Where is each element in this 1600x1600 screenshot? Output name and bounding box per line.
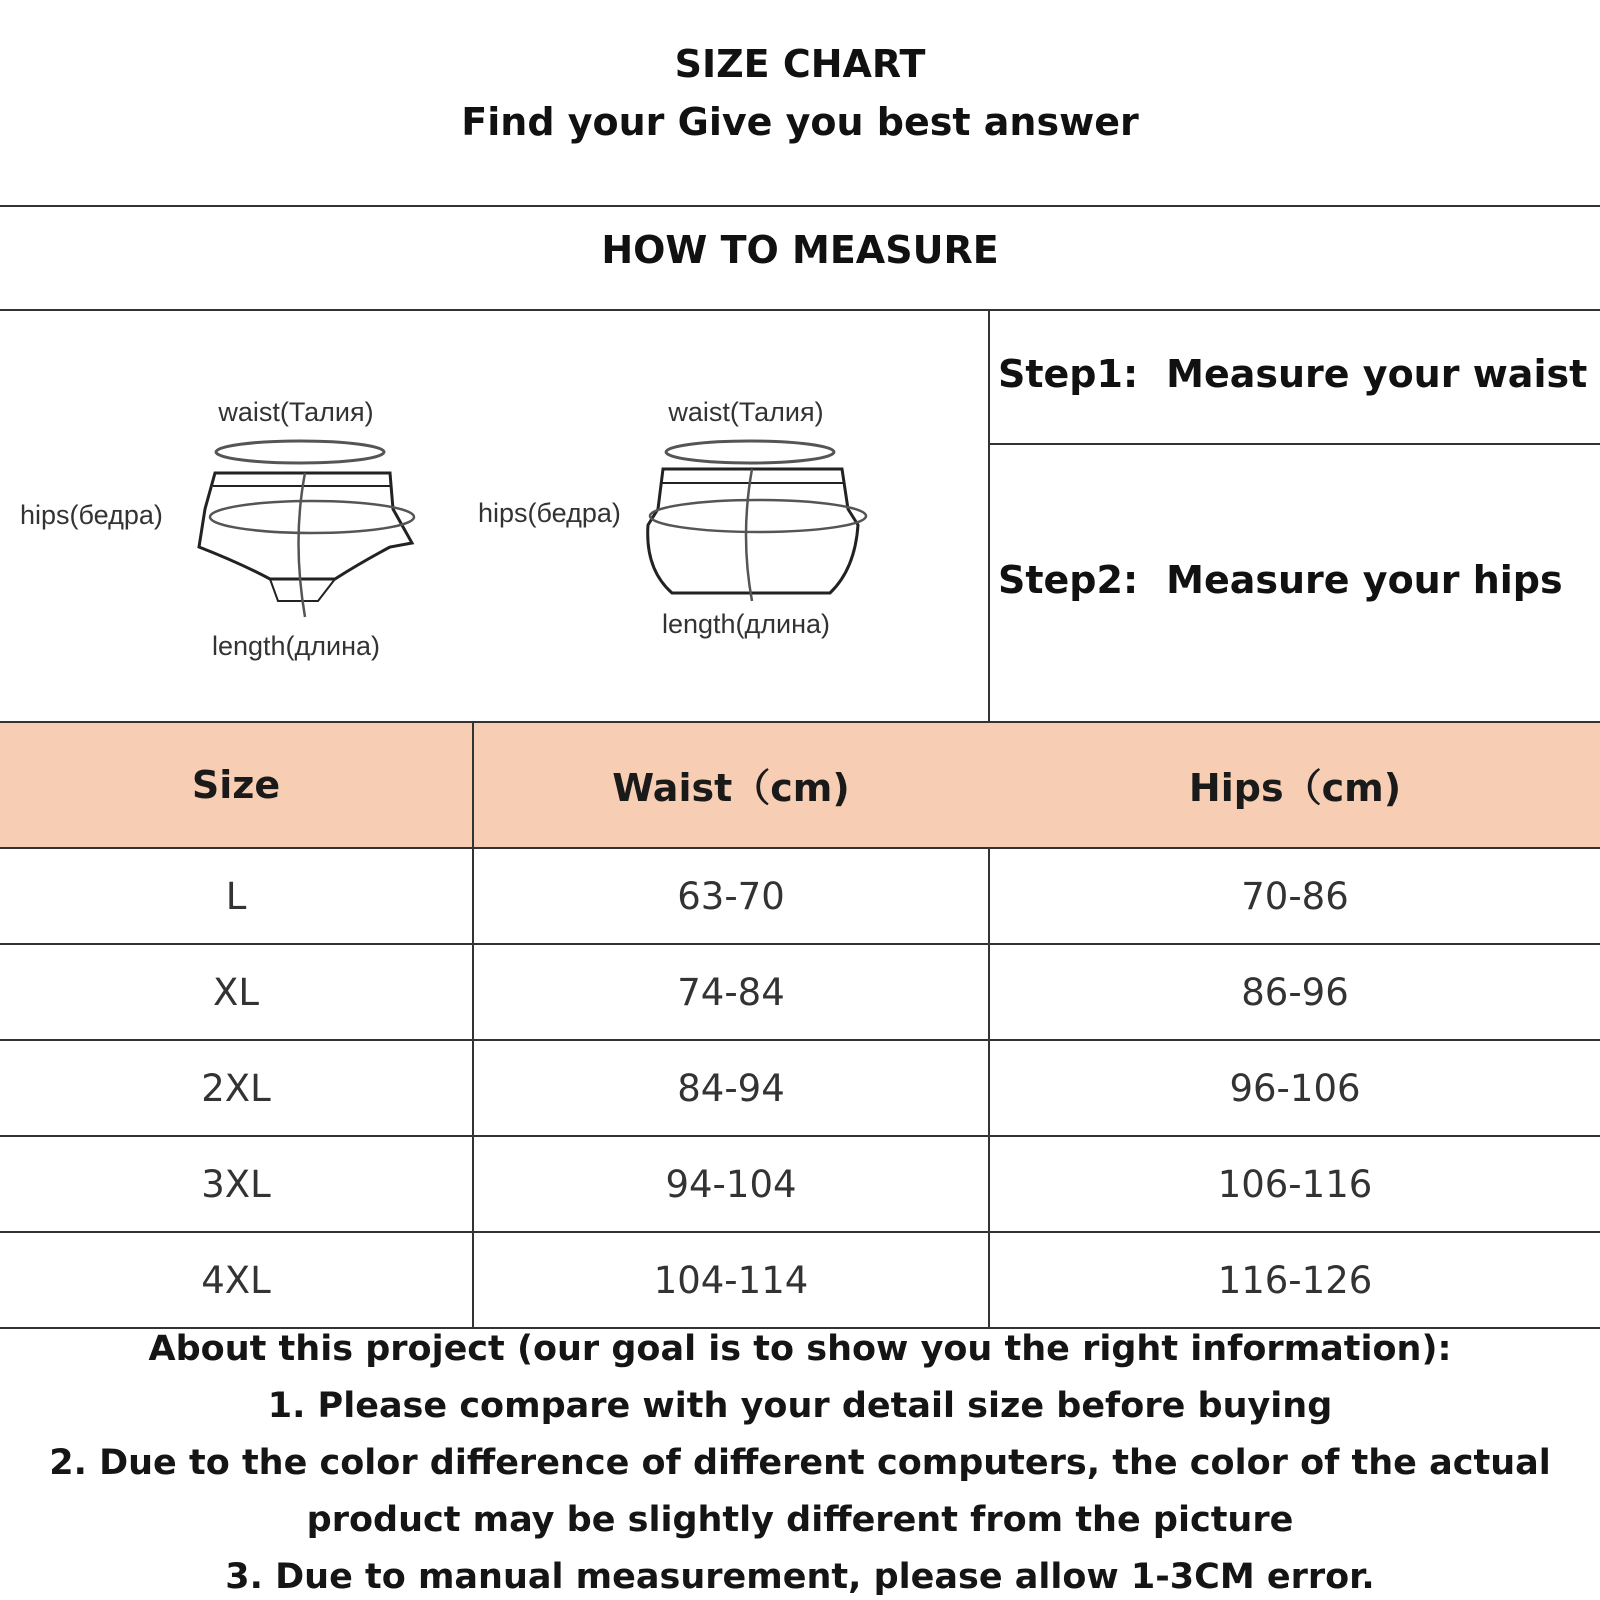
size-cell: XL — [213, 970, 259, 1014]
how-to-measure-heading: HOW TO MEASURE — [601, 228, 999, 272]
notes-intro: About this project (our goal is to show you the right information): — [148, 1329, 1452, 1369]
size-cell: L — [225, 874, 247, 918]
step-1-text: Measure your waist — [1166, 352, 1588, 396]
waist-cell: 63-70 — [677, 874, 785, 918]
note-1: 1. Please compare with your detail size before buying — [267, 1386, 1333, 1426]
waist-label: waist(Талия) — [218, 397, 374, 427]
size-cell: 2XL — [201, 1066, 271, 1110]
hips-cell: 96-106 — [1229, 1066, 1361, 1110]
step-2-text: Measure your hips — [1166, 558, 1563, 602]
column-header-waist: Waist（cm) — [612, 766, 850, 810]
measurement-diagram — [0, 311, 986, 721]
boyshort-diagram — [478, 397, 866, 639]
waist-loop-icon — [666, 441, 834, 463]
step-1-label: Step1: — [998, 352, 1139, 396]
hips-label: hips(бедра) — [478, 498, 621, 528]
step-2-label: Step2: — [998, 558, 1139, 602]
page-subtitle: Find your Give you best answer — [461, 100, 1139, 144]
hips-cell: 116-126 — [1217, 1258, 1373, 1302]
length-line-icon — [299, 473, 306, 617]
step-divider — [988, 443, 1600, 445]
hips-cell: 106-116 — [1217, 1162, 1373, 1206]
waist-cell: 104-114 — [653, 1258, 809, 1302]
step-1 — [998, 352, 1587, 396]
size-cell: 4XL — [201, 1258, 271, 1302]
hips-loop-icon — [650, 500, 866, 532]
divider — [0, 205, 1600, 207]
waist-cell: 94-104 — [665, 1162, 797, 1206]
step-2 — [998, 558, 1563, 602]
length-label: length(длина) — [661, 609, 831, 639]
size-cell: 3XL — [201, 1162, 271, 1206]
hips-cell: 86-96 — [1241, 970, 1349, 1014]
length-line-icon — [746, 469, 752, 601]
note-2-continued: product may be slightly different from the picture — [306, 1500, 1294, 1540]
waist-label: waist(Талия) — [668, 397, 824, 427]
page-title: SIZE CHART — [674, 42, 926, 86]
column-header-hips: Hips（cm) — [1188, 766, 1402, 810]
column-header-size: Size — [191, 762, 281, 807]
note-3: 3. Due to manual measurement, please allow 1-3CM error. — [225, 1557, 1375, 1597]
waist-loop-icon — [216, 441, 384, 463]
note-2: 2. Due to the color difference of different computers, the color of the actual — [49, 1443, 1551, 1483]
waist-cell: 84-94 — [677, 1066, 785, 1110]
length-label: length(длина) — [211, 631, 381, 661]
hips-label: hips(бедра) — [20, 500, 163, 530]
hips-loop-icon — [210, 501, 414, 533]
hips-cell: 70-86 — [1241, 874, 1349, 918]
brief-diagram — [20, 397, 414, 661]
waist-cell: 74-84 — [677, 970, 785, 1014]
